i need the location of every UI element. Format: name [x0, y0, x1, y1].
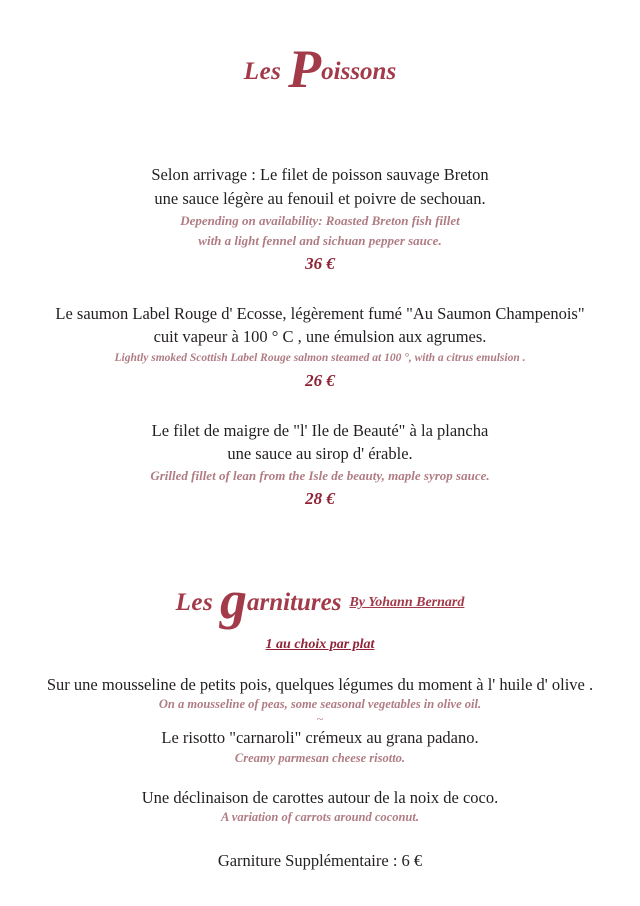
dish-item [18, 163, 622, 274]
garniture-name-fr: Le risotto "carnaroli" crémeux au grana padano. [161, 728, 479, 748]
dish-name-en-line2: with a light fennel and sichuan pepper sauce. [198, 232, 442, 248]
section-title-prefix: Les [175, 589, 220, 617]
dish-name-fr-line2: une sauce au sirop d' érable. [227, 444, 413, 464]
section-title-rest: arnitures [246, 589, 342, 617]
dish-name-en-line1: Depending on availability: Roasted Breton fish fillet [180, 213, 460, 229]
garniture-name-en: Creamy parmesan cheese risotto. [234, 750, 406, 765]
dish-item [18, 302, 622, 391]
section-title-initial: P [288, 39, 322, 99]
dish-name-fr-line1: Le saumon Label Rouge d' Ecosse, légèrement fumé "Au Saumon Champenois" [55, 303, 585, 323]
garniture-name-fr: Une déclinaison de carottes autour de la noix de coco. [141, 787, 499, 807]
dish-name-fr-line1: Le filet de maigre de "l' Ile de Beauté" à la plancha [151, 420, 489, 440]
garniture-supplement: Garniture Supplémentaire : 6 € [217, 850, 423, 870]
garniture-item [18, 726, 622, 765]
section-title-rest: oissons [321, 58, 397, 85]
section-title-garnitures [18, 570, 622, 631]
dish-price: 28 € [305, 489, 335, 509]
garnitures-choice-note: 1 au choix par plat [265, 636, 375, 652]
garniture-item [18, 673, 622, 712]
section-title-poissons [18, 0, 622, 99]
dish-name-en-line1: Lightly smoked Scottish Label Rouge salmon steamed at 100 °, with a citrus emulsion . [114, 351, 526, 364]
dish-price: 26 € [305, 370, 335, 390]
dish-name-en-line1: Grilled fillet of lean from the Isle de beauty, maple syrop sauce. [150, 468, 490, 484]
section-title-prefix: Les [243, 58, 289, 85]
garniture-name-en: A variation of carrots around coconut. [221, 809, 419, 824]
section-byline: By Yohann Bernard [349, 595, 465, 611]
dish-name-fr-line2: une sauce légère au fenouil et poivre de sechouan. [154, 188, 486, 208]
dish-name-fr-line2: cuit vapeur à 100 ° C , une émulsion aux agrumes. [153, 327, 487, 347]
section-title-initial: g [219, 570, 247, 631]
garniture-name-fr: Sur une mousseline de petits pois, quelques légumes du moment à l' huile d' olive . [46, 674, 594, 694]
garniture-name-en: On a mousseline of peas, some seasonal vegetables in olive oil. [158, 696, 482, 711]
garniture-item [18, 786, 622, 825]
dish-name-fr-line1: Selon arrivage : Le filet de poisson sauvage Breton [151, 165, 489, 185]
dish-item [18, 419, 622, 510]
section-garnitures [18, 570, 622, 870]
separator-tilde: ~ [316, 711, 324, 726]
dish-price: 36 € [305, 253, 335, 273]
